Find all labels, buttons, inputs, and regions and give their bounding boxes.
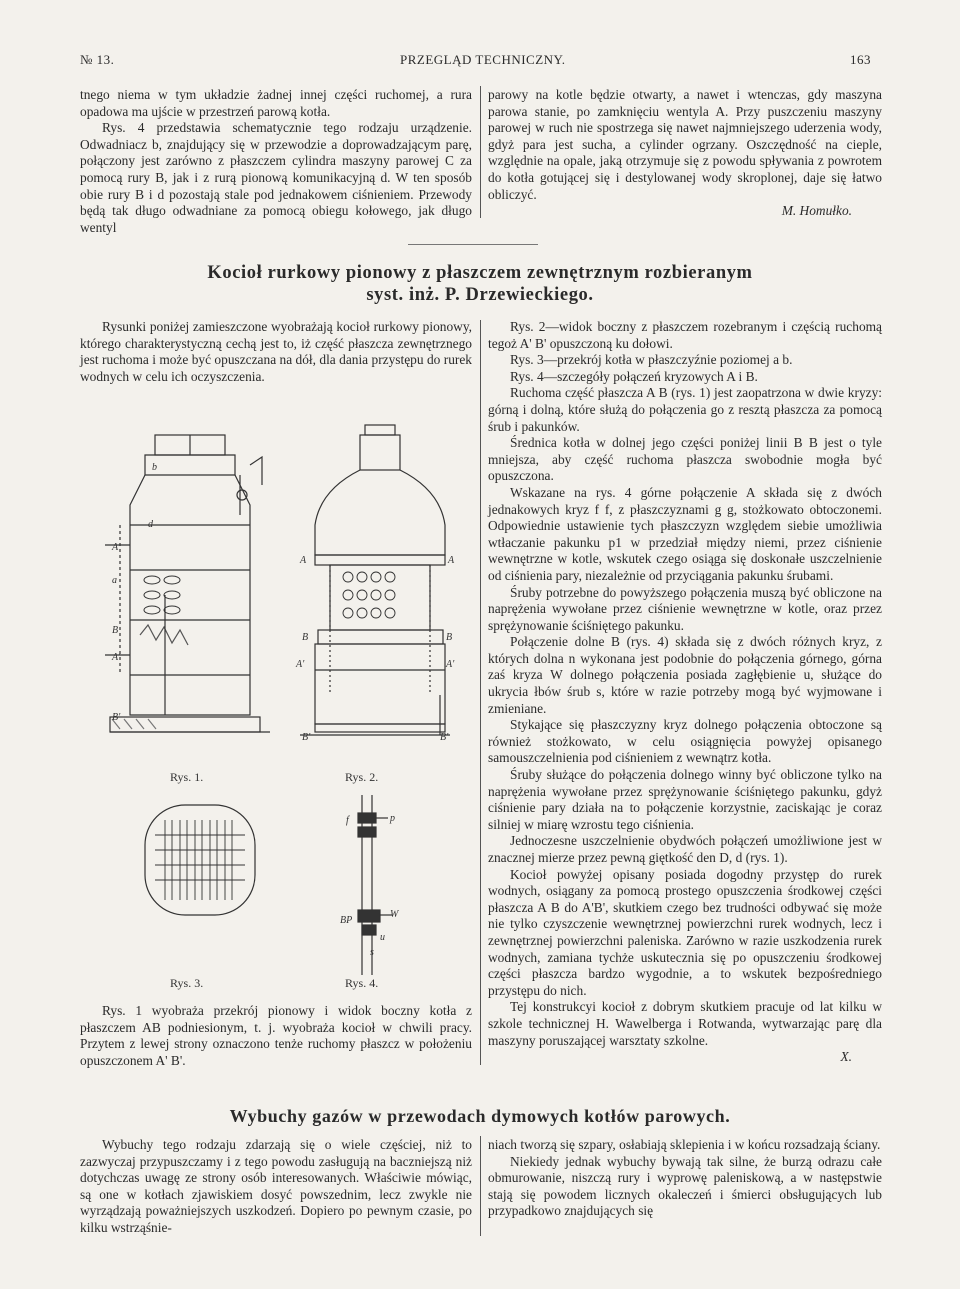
fig-label: A xyxy=(448,555,455,566)
paragraph: Rys. 1 wyobraża przekrój pionowy i widok boczny kotła z płaszczem AB podniesionym, t. j. wyobraża kocioł w chwili pracy. Przytem z lewej strony oznaczono tenże ruchomy płaszcz w położeniu opuszczonem A' B'. xyxy=(80,1003,472,1068)
fig-label: B' xyxy=(112,712,121,723)
figure-description xyxy=(80,1003,472,1069)
paragraph: Ruchoma część płaszcza A B (rys. 1) jest zaopatrzona w dwie kryzy: górną i dolną, które służą do połączenia go z resztą płaszcza za pomocą śrub i pakunków. xyxy=(488,385,882,434)
article-title xyxy=(80,262,880,306)
fig-label: A xyxy=(112,542,119,553)
page-number: 163 xyxy=(850,52,871,67)
paragraph: parowy na kotle będzie otwarty, a nawet i wtenczas, gdy maszyna parowa stanie, po zamknięciu wentyla A. Przy puszczeniu maszyny parowej w ruch nie spostrzega się nawet najmniejszego uderzenia wody, gdyż para jest sucha, a cylinder ogrzany. Oszczędność na cieple, względnie na opale, jaką otrzymuje się z powodu spływania z powrotem do kotła gotującej się i destylowanej wody skroplonej, daje się łatwo obliczyć. xyxy=(488,87,882,202)
figure-caption: Rys. 1. xyxy=(170,770,204,784)
issue-number: № 13. xyxy=(80,52,115,67)
fig-label: B xyxy=(302,632,309,643)
figure-caption: Rys. 3. xyxy=(170,976,204,990)
paragraph: Jednoczesne uszczelnienie obydwóch połączeń umożliwione jest w znacznej mierze przez pewną giętkość den D, d (rys. 1). xyxy=(488,833,882,865)
separator-rule xyxy=(408,244,538,245)
figure-caption: Rys. 2. xyxy=(345,770,379,784)
intro-paragraph xyxy=(80,319,472,385)
fig-label: BP xyxy=(340,915,353,926)
fig-label: f xyxy=(346,815,349,826)
fig-label: u xyxy=(380,932,385,943)
top-left-column xyxy=(80,87,472,236)
figure-3-horizontal-section xyxy=(145,805,255,915)
fig-label: B' xyxy=(440,732,449,743)
article-2-left-column xyxy=(80,1137,472,1237)
article-right-column xyxy=(488,319,882,1066)
paragraph: Kocioł powyżej opisany posiada dogodny przystęp do rurek wodnych, osiągany za pomocą prostego opuszczenia środkowej części płaszcza A B do A'B', skutkiem czego bez trudności odbywać się może nie tylko czyszczenie wewnętrznej powierzchni rurek wodnych, lecz i zewnętrznej powierzchni paleniska. Zarówno w razie uszkodzenia rurek wodnych, zamiana tychże uskutecznia się po opuszczeniu środkowej części płaszcza bardzo wygodnie, a to wskutek bezpośredniego przystępu do nich. xyxy=(488,866,882,998)
fig-label: p xyxy=(390,813,395,824)
column-divider xyxy=(480,1136,481,1236)
figure-1-section-drawing xyxy=(105,435,270,732)
figure-4-flange-detail xyxy=(358,795,392,975)
title-line: syst. inż. P. Drzewieckiego. xyxy=(366,285,594,305)
paragraph: Rys. 4 przedstawia schematycznie tego rodzaju urządzenie. Odwadniacz b, znajdujący się w przewodzie a doprowadzającym parę, połączony jest zarówno z płaszczem cylindra maszyny parowej C za pomocą rury B, jak i z rurą pionową komunikacyjną d. W ten sposób obie rury B i d pozostają stale pod jednakowem ciśnieniem. Przewody będą tak długo odwadniane za pomocą obiegu kołowego, jak długo wentyl xyxy=(80,120,472,235)
figure-caption: Rys. 4. xyxy=(345,976,379,990)
paragraph: Śruby służące do połączenia dolnego winny być obliczone tylko na naprężenia wywołane przez sprężynowanie ściśniętego pakunku, gdyż ciśnienie pary działa na to połączenie korzystnie, zaciskając je coraz silniej w miarę wzrostu tego ciśnienia. xyxy=(488,767,882,832)
fig-label: d xyxy=(148,519,153,530)
signature: X. xyxy=(840,1049,852,1065)
fig-label: A' xyxy=(112,652,121,663)
column-divider xyxy=(480,320,481,1065)
fig-label: a xyxy=(112,575,117,586)
fig-label: A' xyxy=(296,659,305,670)
fig-label: A xyxy=(300,555,307,566)
fig-label: B xyxy=(112,625,119,636)
figure-2-side-view xyxy=(300,425,453,735)
column-divider xyxy=(480,86,481,218)
paragraph: Tej konstrukcyi kocioł z dobrym skutkiem pracuje od lat kilku w szkole technicznej H. Wawelberga i Rotwanda, wytwarzając parę dla maszyny poruszającej warsztaty szkolne. xyxy=(488,999,882,1048)
paragraph: Rys. 4—szczegóły połączeń kryzowych A i B. xyxy=(510,368,758,384)
top-right-column xyxy=(488,87,882,220)
paragraph: Śruby potrzebne do powyższego połączenia muszą być obliczone na naprężenia wywołane przez ciśnienie wewnętrzne w kotle, oraz przez sprężynowanie ściśniętego pakunku. xyxy=(488,584,882,633)
fig-label: b xyxy=(152,462,157,473)
paragraph: Wskazane na rys. 4 górne połączenie A składa się z dwóch jednakowych kryz f f, z płaszczyznami g g, stożkowato obtoczonemi. Odpowiednie ustawienie tych płaszczyzn względem siebie umożliwia wtłaczanie pakunku p1 w przedział między niemi, przez ciśnienie wewnętrzne w kotle, wskutek czego osiąga się doskonałe uszczelnienie od ciśnienia pary, niezależnie od przyciągania pakunku śrubami. xyxy=(488,484,882,583)
article-2-right-column xyxy=(488,1137,882,1220)
article-2-title: Wybuchy gazów w przewodach dymowych kotłów parowych. xyxy=(229,1106,731,1126)
fig-label: B' xyxy=(302,732,311,743)
fig-label: B xyxy=(446,632,453,643)
fig-label: s xyxy=(370,947,374,958)
paragraph: Rys. 3—przekrój kotła w płaszczyźnie poziomej a b. xyxy=(510,352,793,368)
fig-label: A' xyxy=(446,659,455,670)
paragraph: Średnica kotła w dolnej jego części poniżej linii B B jest o tyle mniejsza, aby część ruchoma płaszcza swobodnie mogła być opuszczona. xyxy=(488,435,882,484)
fig-label: W xyxy=(390,909,399,920)
signature: M. Homułko. xyxy=(781,203,852,219)
paragraph: Rysunki poniżej zamieszczone wyobrażają kocioł rurkowy pionowy, którego charakterystyczną cechą jest to, iż część płaszcza zewnętrznego jest ruchoma i może być opuszczana na dół, dla dania przystępu do rurek wodnych w celu ich oczyszczenia. xyxy=(80,319,472,384)
paragraph: Rys. 2—widok boczny z płaszczem rozebranym i częścią ruchomą tegoż A' B' opuszczoną ku dołowi. xyxy=(488,319,882,351)
paragraph: Połączenie dolne B (rys. 4) składa się z dwóch różnych kryz, z których dolna n wykonana jest podobnie do połączenia górnego, górna zaś kryza W dolnego połączenia posiada zagłębienie u, służące do ukrycia łbów śrub s, które w razie potrzeby mogą być wyjmowane i zmieniane. xyxy=(488,634,882,716)
paragraph: Stykające się płaszczyzny kryz dolnego połączenia obtoczone są również stożkowato, w celu osiągnięcia powyżej opisanego samouszczelnienia pod ciśnieniem z wewnątrz kotła. xyxy=(488,717,882,766)
title-line: Kocioł rurkowy pionowy z płaszczem zewnętrznym rozbieranym xyxy=(207,263,753,283)
paragraph: Niekiedy jednak wybuchy bywają tak silne, że burzą odrazu całe obmurowanie, niszczą rury i wyprowę paleniskową, a w następstwie stają się powodem licznych okaleczeń i śmierci obsługujących lub przypadkowo znajdujących się xyxy=(488,1153,882,1219)
journal-title: PRZEGLĄD TECHNICZNY. xyxy=(400,52,566,67)
boiler-figures xyxy=(90,395,475,995)
paragraph: tnego niema w tym układzie żadnej innej części ruchomej, a rura opadowa ma ujście w przestrzeń parową kotła. xyxy=(80,87,472,119)
paragraph: niach tworzą się szpary, osłabiają sklepienia i w końcu rozsadzają ściany. xyxy=(488,1137,881,1152)
paragraph: Wybuchy tego rodzaju zdarzają się o wiele częściej, niż to zazwyczaj przypuszczamy i z tego powodu zasługują na baczniejszą niż dotychczas uwagę ze strony osób interesowanych. Właściwie mówiąc, są one w kotłach zjawiskiem dosyć powszednim, lecz zwykle nie wyrządzają poważniejszych uszkodzeń. Dopiero po pewnym czasie, po kilku wstrząśnie- xyxy=(80,1137,472,1235)
